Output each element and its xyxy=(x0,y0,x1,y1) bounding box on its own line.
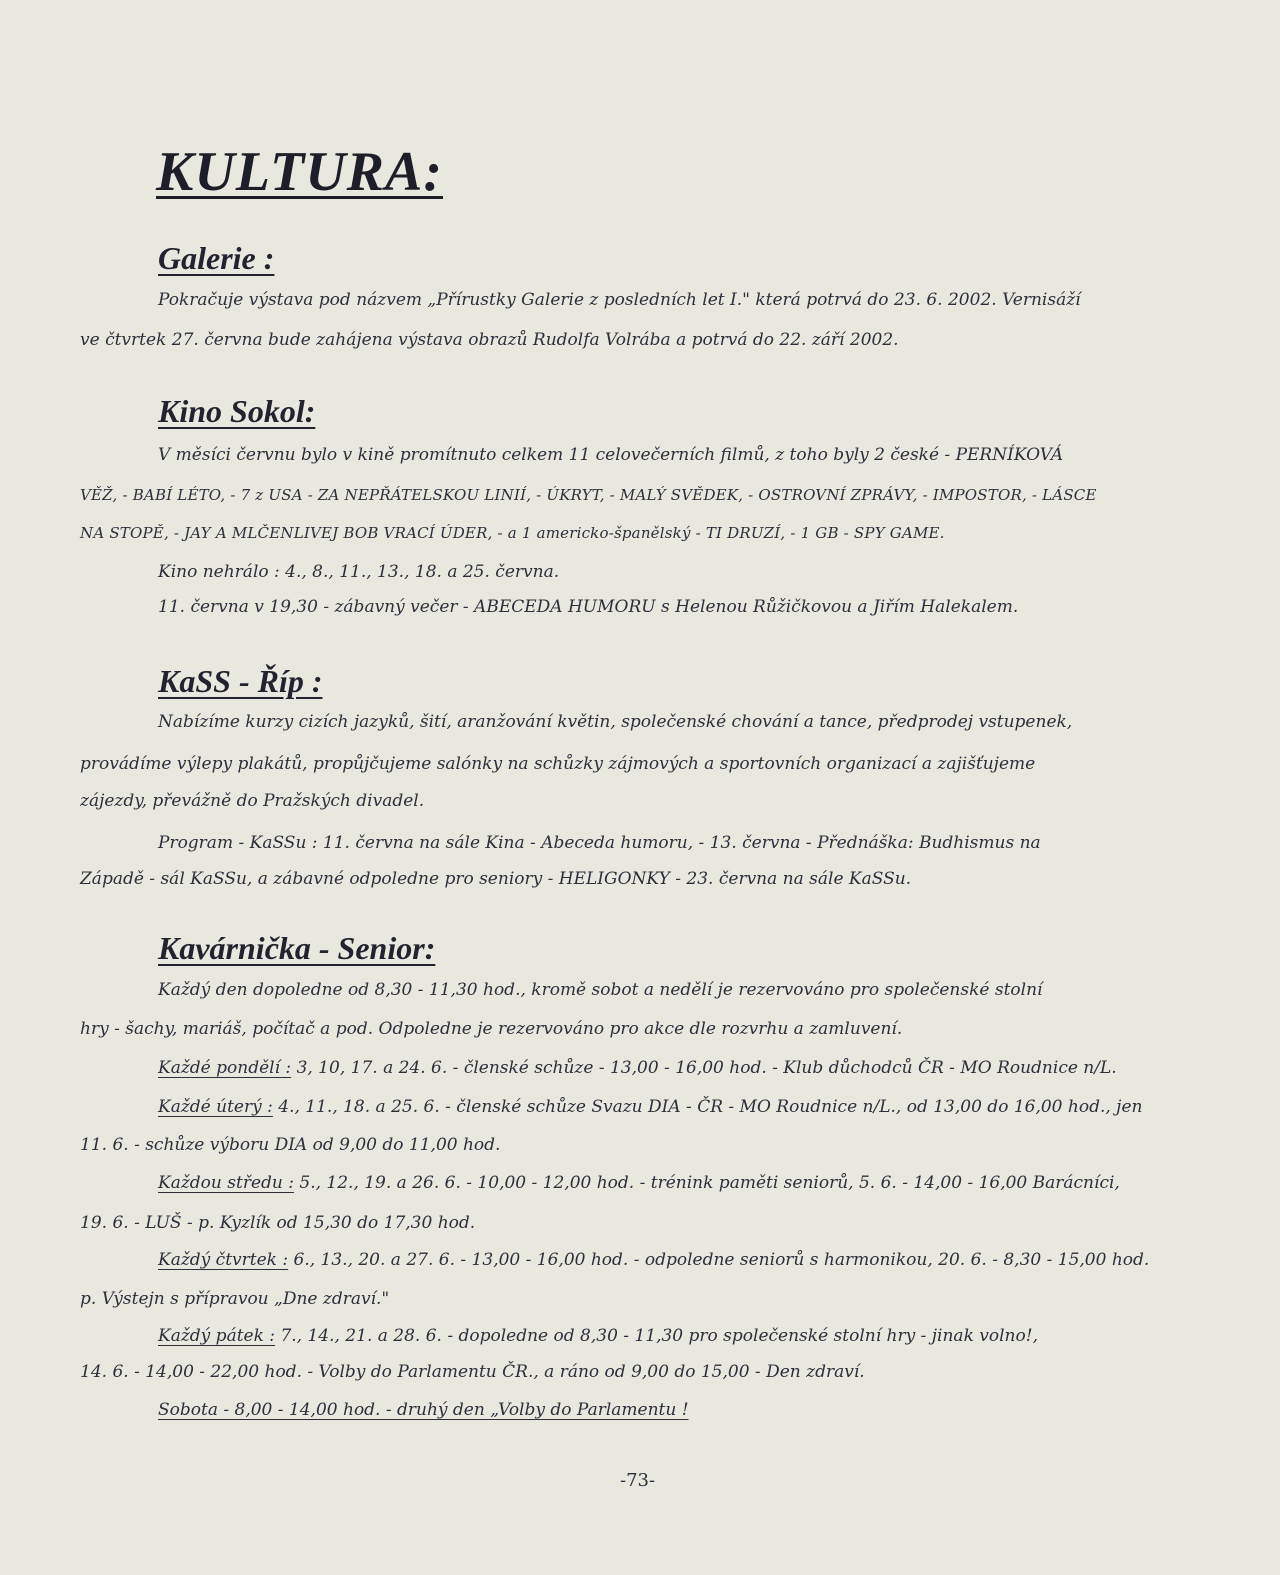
galerie-line-2: ve čtvrtek 27. června bude zahájena výstava obrazů Rudolfa Volrába a potrvá do 22. září 2002. xyxy=(80,330,899,350)
schedule-wednesday-text: 5., 12., 19. a 26. 6. - 10,00 - 12,00 hod. - trénink paměti seniorů, 5. 6. - 14,00 - 16,00 Barácníci, xyxy=(299,1173,1120,1193)
schedule-wednesday xyxy=(158,1173,1120,1193)
day-label-thursday: Každý čtvrtek : xyxy=(158,1250,289,1270)
heading-galerie: Galerie : xyxy=(158,240,275,276)
heading-kavarnicka-senior: Kavárnička - Senior: xyxy=(158,930,436,966)
schedule-friday-text: 7., 14., 21. a 28. 6. - dopoledne od 8,30 - 11,30 pro společenské stolní hry - jinak volno!, xyxy=(280,1326,1038,1346)
schedule-monday xyxy=(158,1058,1117,1078)
schedule-monday-text: 3, 10, 17. a 24. 6. - členské schůze - 13,00 - 16,00 hod. - Klub důchodců ČR - MO Roudnice n/L. xyxy=(296,1058,1117,1078)
schedule-wednesday-cont: 19. 6. - LUŠ - p. Kyzlík od 15,30 do 17,30 hod. xyxy=(80,1213,476,1233)
heading-kino-sokol: Kino Sokol: xyxy=(158,393,316,429)
kino-line-4: Kino nehrálo : 4., 8., 11., 13., 18. a 25. června. xyxy=(158,562,560,582)
kino-line-3: NA STOPĚ, - JAY A MLČENLIVEJ BOB VRACÍ ÚDER, - a 1 americko-španělský - TI DRUZÍ, - 1 GB - SPY GAME. xyxy=(80,524,945,542)
page-number: -73- xyxy=(620,1470,656,1491)
day-label-monday: Každé pondělí : xyxy=(158,1058,292,1078)
day-label-tuesday: Každé úterý : xyxy=(158,1097,273,1117)
schedule-friday-cont: 14. 6. - 14,00 - 22,00 hod. - Volby do Parlamentu ČR., a ráno od 9,00 do 15,00 - Den zdraví. xyxy=(80,1362,865,1382)
schedule-thursday xyxy=(158,1250,1149,1270)
kass-line-3: zájezdy, převážně do Pražských divadel. xyxy=(80,791,425,811)
kino-line-1: V měsíci červnu bylo v kině promítnuto celkem 11 celovečerních filmů, z toho byly 2 české - PERNÍKOVÁ xyxy=(158,445,1064,465)
heading-kass-rip: KaSS - Říp : xyxy=(158,663,323,699)
day-label-friday: Každý pátek : xyxy=(158,1326,276,1346)
schedule-thursday-text: 6., 13., 20. a 27. 6. - 13,00 - 16,00 hod. - odpoledne seniorů s harmonikou, 20. 6. - 8,30 - 15,00 hod. xyxy=(293,1250,1150,1270)
kass-line-2: provádíme výlepy plakátů, propůjčujeme salónky na schůzky zájmových a sportovních organizací a zajišťujeme xyxy=(80,754,1036,774)
schedule-friday xyxy=(158,1326,1038,1346)
kavarnicka-line-2: hry - šachy, mariáš, počítač a pod. Odpoledne je rezervováno pro akce dle rozvrhu a zamluvení. xyxy=(80,1019,903,1039)
schedule-tuesday-text: 4., 11., 18. a 25. 6. - členské schůze Svazu DIA - ČR - MO Roudnice n/L., od 13,00 do 16,00 hod., jen xyxy=(278,1097,1143,1117)
page-title: KULTURA: xyxy=(156,141,443,203)
kass-line-4: Program - KaSSu : 11. června na sále Kina - Abeceda humoru, - 13. června - Přednáška: Budhismus na xyxy=(158,833,1041,853)
schedule-thursday-cont: p. Výstejn s přípravou „Dne zdraví." xyxy=(80,1289,390,1309)
kass-line-1: Nabízíme kurzy cizích jazyků, šití, aranžování květin, společenské chování a tance, předprodej vstupenek, xyxy=(158,712,1073,732)
schedule-tuesday-cont: 11. 6. - schůze výboru DIA od 9,00 do 11,00 hod. xyxy=(80,1135,501,1155)
schedule-tuesday xyxy=(158,1097,1142,1117)
kino-line-5: 11. června v 19,30 - zábavný večer - ABECEDA HUMORU s Helenou Růžičkovou a Jiřím Halekalem. xyxy=(158,597,1019,617)
galerie-line-1: Pokračuje výstava pod názvem „Přírustky Galerie z posledních let I." která potrvá do 23. 6. 2002. Vernisáží xyxy=(158,290,1081,310)
day-label-wednesday: Každou středu : xyxy=(158,1173,294,1193)
kino-line-2: VĚŽ, - BABÍ LÉTO, - 7 z USA - ZA NEPŘÁTELSKOU LINIÍ, - ÚKRYT, - MALÝ SVĚDEK, - OSTROVNÍ ZPRÁVY, - IMPOSTOR, - LÁSCE xyxy=(80,486,1097,504)
schedule-saturday: Sobota - 8,00 - 14,00 hod. - druhý den „Volby do Parlamentu ! xyxy=(158,1400,689,1420)
kavarnicka-line-1: Každý den dopoledne od 8,30 - 11,30 hod., kromě sobot a nedělí je rezervováno pro společenské stolní xyxy=(158,980,1043,1000)
kass-line-5: Západě - sál KaSSu, a zábavné odpoledne pro seniory - HELIGONKY - 23. června na sále KaSSu. xyxy=(80,869,912,889)
